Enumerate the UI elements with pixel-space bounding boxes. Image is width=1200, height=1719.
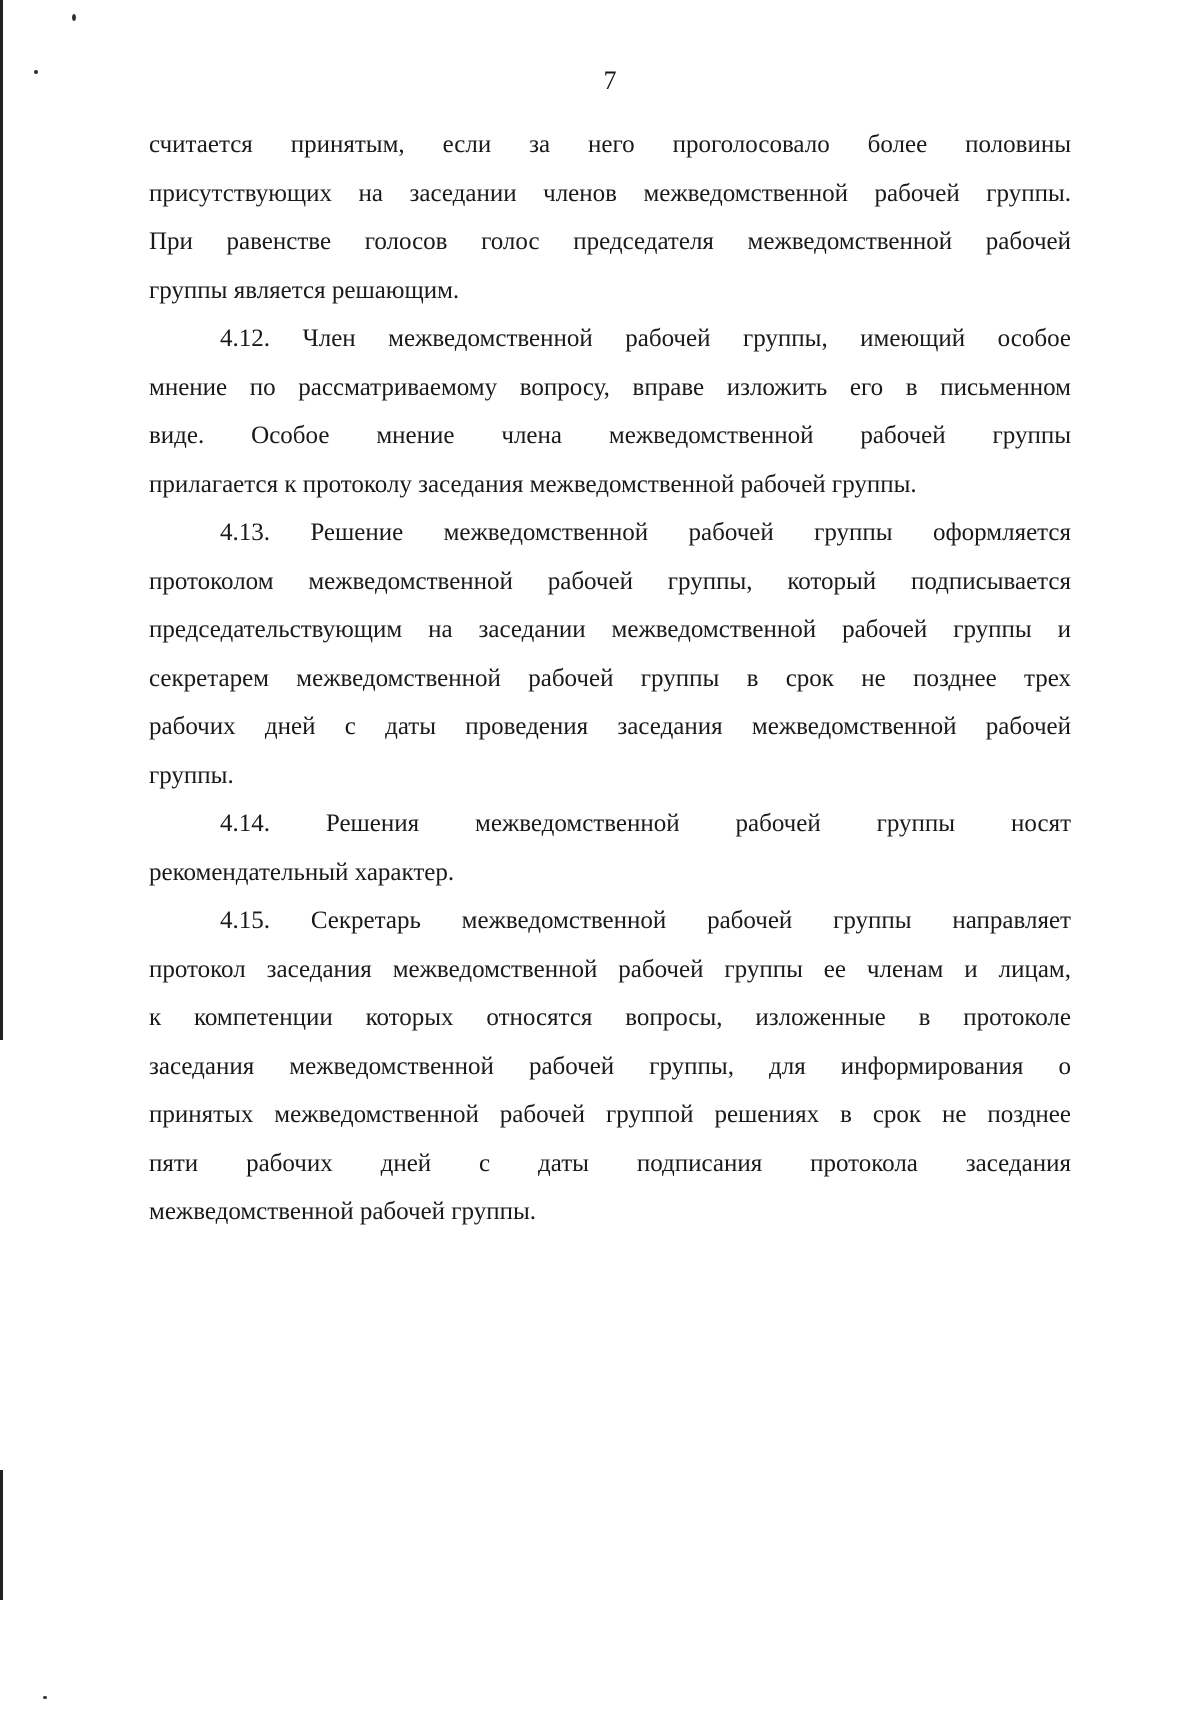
page-number: 7 — [603, 66, 617, 95]
paragraph-4-15 — [149, 897, 1071, 1237]
paragraph-4-14 — [149, 800, 1071, 897]
text-line: к компетенции которых относятся вопросы, изложенные в протоколе — [149, 1004, 1071, 1031]
text-line: пяти рабочих дней с даты подписания протокола заседания — [149, 1149, 1071, 1177]
text-line: считается принятым, если за него проголосовало более половины — [149, 131, 1071, 158]
text-line: рабочих дней с даты проведения заседания межведомственной рабочей — [149, 713, 1071, 740]
text-line: протокол заседания межведомственной рабочей группы ее членам и лицам, — [149, 955, 1071, 983]
text-line: прилагается к протоколу заседания межведомственной рабочей группы. — [149, 470, 917, 498]
text-line: виде. Особое мнение члена межведомственной рабочей группы — [149, 422, 1071, 449]
text-line: 4.15. Секретарь межведомственной рабочей группы направляет — [220, 907, 1071, 934]
scan-speck — [43, 1696, 47, 1699]
text-line: группы. — [149, 761, 234, 789]
paragraph-4-13 — [149, 509, 1071, 800]
document-body — [149, 121, 1071, 1237]
text-line: При равенстве голосов голос председателя межведомственной рабочей — [149, 228, 1071, 255]
text-line: секретарем межведомственной рабочей группы в срок не позднее трех — [149, 664, 1071, 692]
text-line: заседания межведомственной рабочей группы, для информирования о — [149, 1052, 1071, 1080]
text-line: протоколом межведомственной рабочей группы, который подписывается — [149, 567, 1071, 595]
scan-edge-mark-lower — [0, 1470, 3, 1600]
text-line: принятых межведомственной рабочей группой решениях в срок не позднее — [149, 1101, 1071, 1128]
text-line: межведомственной рабочей группы. — [149, 1198, 537, 1225]
paragraph-continuation — [149, 121, 1071, 315]
text-line: группы является решающим. — [149, 276, 460, 304]
text-line: присутствующих на заседании членов межведомственной рабочей группы. — [149, 179, 1071, 207]
text-line: мнение по рассматриваемому вопросу, вправе изложить его в письменном — [149, 373, 1071, 401]
text-line: председательствующим на заседании межведомственной рабочей группы и — [149, 616, 1071, 643]
scan-speck — [72, 14, 76, 21]
text-line: 4.14. Решения межведомственной рабочей группы носят — [220, 810, 1071, 837]
scan-edge-mark — [0, 0, 3, 1040]
paragraph-4-12 — [149, 315, 1071, 509]
text-line: 4.12. Член межведомственной рабочей группы, имеющий особое — [220, 325, 1071, 352]
text-line: 4.13. Решение межведомственной рабочей группы оформляется — [220, 519, 1071, 546]
text-line: рекомендательный характер. — [149, 858, 455, 886]
